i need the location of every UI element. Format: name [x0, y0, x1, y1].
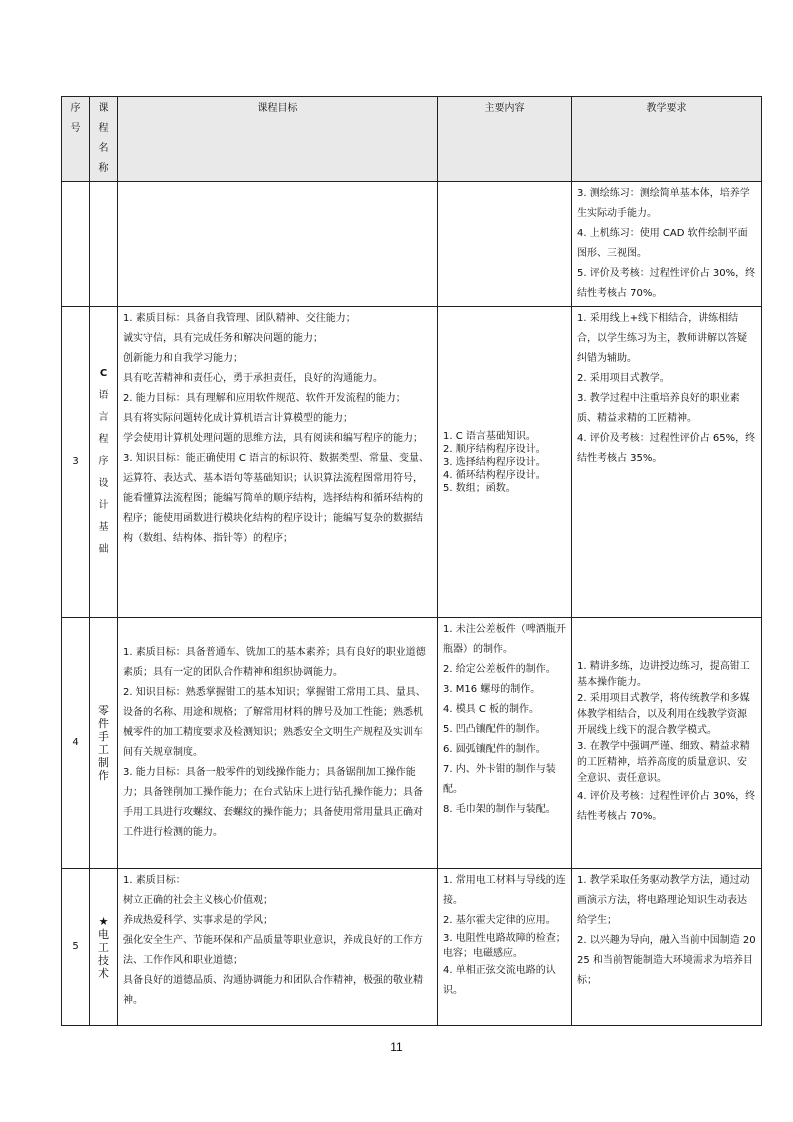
content-item: 5. 凹凸镶配件的制作。 [443, 724, 546, 735]
objective-item: 1. 素质目标：具备普通车、铣加工的基本素养；具有良好的职业道德素质；具有一定的团队合作精神和组织协调能力。 [123, 647, 426, 678]
cell-requirements [572, 307, 762, 618]
header-requirements: 教学要求 [572, 97, 762, 182]
content-item: 3. 电阻性电路故障的检查；电容；电磁感应。 [443, 933, 566, 959]
course-name-char: 计 [98, 500, 109, 511]
course-name-char: 件 [98, 717, 109, 730]
course-name-char: 技 [98, 953, 109, 967]
cell-content [438, 869, 572, 1026]
header-char: 号 [70, 123, 81, 134]
cell-no [62, 182, 90, 307]
requirement-item: 1. 采用线上+线下相结合，讲练相结合，以学生练习为主，教师讲解以答疑纠错为辅助。 [577, 313, 747, 364]
header-char: 课 [98, 103, 109, 114]
course-name-char: 言 [98, 412, 109, 423]
header-char: 名 [98, 143, 109, 154]
cell-course-name [90, 618, 118, 869]
content-item: 4. 循环结构程序设计。 [443, 469, 546, 481]
content-item: 1. 常用电工材料与导线的连接。 [443, 875, 566, 906]
cell-objectives [118, 182, 438, 307]
content-item: 6. 圆弧镶配件的制作。 [443, 744, 546, 755]
requirement-item: 2. 以兴趣为导向，融入当前中国制造 2025 和当前智能制造大环境需求为培养目标； [577, 935, 756, 986]
objective-item: 诚实守信，具有完成任务和解决问题的能力； [123, 333, 323, 344]
course-name-char: 序 [98, 456, 109, 467]
objective-item: 养成热爱科学、实事求是的学风； [123, 915, 273, 926]
cell-objectives [118, 307, 438, 618]
course-name-char: 术 [98, 966, 109, 980]
content-item: 5. 数组；函数。 [443, 482, 516, 494]
header-char: 称 [98, 163, 109, 174]
content-item: 1. C 语言基础知识。 [443, 430, 536, 442]
objective-item: 树立正确的社会主义核心价值观； [123, 895, 273, 906]
requirement-item: 3. 在教学中强调严谨、细致、精益求精的工匠精神，培养高度的质量意识、安全意识、责任意识。 [577, 741, 750, 784]
requirement-item: 3. 教学过程中注重培养良好的职业素质、精益求精的工匠精神。 [577, 393, 740, 424]
table-header-row [62, 97, 762, 182]
objective-item: 创新能力和自我学习能力； [123, 353, 243, 364]
objective-item: 2. 知识目标：熟悉掌握钳工的基本知识；掌握钳工常用工具、量具、设备的名称、用途和规格；了解常用材料的牌号及加工性能；熟悉机械零件的加工精度要求及检测知识；熟悉安全文明生产规程及实训车间有关规章制度。 [123, 687, 426, 758]
header-char: 序 [70, 103, 81, 114]
course-name-char: 工 [98, 743, 109, 756]
cell-course-name [90, 307, 118, 618]
content-item: 1. 未注公差板件（啤酒瓶开瓶器）的制作。 [443, 624, 566, 655]
content-item: 3. M16 螺母的制作。 [443, 684, 541, 695]
objective-item: 3. 能力目标：具备一般零件的划线操作能力；具备锯削加工操作能力；具备锉削加工操作能力；在台式钻床上进行钻孔操作能力；具备手用工具进行攻螺纹、套螺纹的操作能力；具备使用常用量具正确对工件进行检测的能力。 [123, 767, 423, 838]
cell-content [438, 307, 572, 618]
course-name-char: 手 [98, 730, 109, 743]
header-course-name [90, 97, 118, 182]
objective-item: 具有将实际问题转化成计算机语言计算模型的能力； [123, 413, 353, 424]
requirement-item: 4. 上机练习：使用 CAD 软件绘制平面图形、三视图。 [577, 228, 748, 259]
course-name-char: 制 [98, 756, 109, 769]
objective-item: 1. 素质目标： [123, 875, 186, 886]
content-item: 7. 内、外卡钳的制作与装配。 [443, 764, 556, 795]
course-name-char: 础 [98, 544, 109, 555]
requirement-item: 4. 评价及考核：过程性评价占 65%，终结性考核占 35%。 [577, 433, 756, 464]
objective-item: 具备良好的道德品质、沟通协调能力和团队合作精神，极强的敬业精神。 [123, 975, 423, 1006]
cell-requirements [572, 869, 762, 1026]
header-objectives: 课程目标 [118, 97, 438, 182]
course-name-char: 电 [98, 927, 109, 941]
course-name-char: 基 [98, 522, 109, 533]
table-row [62, 182, 762, 307]
objective-item: 1. 素质目标：具备自我管理、团队精神、交往能力； [123, 313, 356, 324]
content-item: 3. 选择结构程序设计。 [443, 456, 546, 468]
content-item: 8. 毛巾架的制作与装配。 [443, 804, 556, 815]
course-name-char: 语 [98, 390, 109, 401]
requirement-item: 2. 采用项目式教学，将传统教学和多媒体教学相结合，以及利用在线教学资源开展线上线下的混合教学模式。 [577, 693, 750, 736]
cell-course-name [90, 869, 118, 1026]
objective-item: 学会使用计算机处理问题的思维方法，具有阅读和编写程序的能力； [123, 433, 423, 444]
cell-no: 4 [62, 618, 90, 869]
star-icon: ★ [98, 914, 109, 928]
course-name-char: 程 [98, 434, 109, 445]
page-number: 11 [390, 1040, 403, 1054]
cell-no: 5 [62, 869, 90, 1026]
requirement-item: 5. 评价及考核：过程性评价占 30%，终结性考核占 70%。 [577, 268, 756, 299]
cell-no: 3 [62, 307, 90, 618]
course-name-char: C [99, 368, 108, 379]
content-item: 2. 给定公差板件的制作。 [443, 664, 556, 675]
cell-objectives [118, 869, 438, 1026]
content-item: 4. 模具 C 板的制作。 [443, 704, 540, 715]
content-item: 2. 顺序结构程序设计。 [443, 443, 546, 455]
course-name-char: 工 [98, 940, 109, 954]
objective-item: 强化安全生产、节能环保和产品质量等职业意识，养成良好的工作方法、工作作风和职业道德； [123, 935, 423, 966]
course-table [61, 96, 762, 1026]
requirement-item: 1. 精讲多练，边讲授边练习，提高钳工基本操作能力。 [577, 661, 750, 688]
objective-item: 3. 知识目标：能正确使用 C 语言的标识符、数据类型、常量、变量、运算符、表达式、基本语句等基础知识；认识算法流程图常用符号，能看懂算法流程图；能编写简单的顺序结构，选择结构和循环结构的程序；能使用函数进行模块化结构的程序设计；能编写复杂的数据结构（数组、结构体、指针等）的程序； [123, 453, 430, 544]
course-name-char: 零 [98, 704, 109, 717]
cell-course-name [90, 182, 118, 307]
cell-content [438, 182, 572, 307]
cell-requirements [572, 182, 762, 307]
cell-content [438, 618, 572, 869]
course-name-char: 作 [98, 769, 109, 782]
requirement-item: 1. 教学采取任务驱动教学方法，通过动画演示方法，将电路理论知识生动表达给学生； [577, 875, 750, 926]
requirement-item: 3. 测绘练习：测绘简单基本体，培养学生实际动手能力。 [577, 188, 750, 219]
table-row [62, 618, 762, 869]
objective-item: 2. 能力目标：具有理解和应用软件规范、软件开发流程的能力； [123, 393, 406, 404]
table-row [62, 869, 762, 1026]
table-row [62, 307, 762, 618]
cell-requirements [572, 618, 762, 869]
requirement-item: 4. 评价及考核：过程性评价占 30%，终结性考核占 70%。 [577, 791, 756, 822]
course-name-char: 设 [98, 478, 109, 489]
requirement-item: 2. 采用项目式教学。 [577, 373, 670, 384]
header-char: 程 [98, 123, 109, 134]
content-item: 2. 基尔霍夫定律的应用。 [443, 915, 556, 926]
header-content: 主要内容 [438, 97, 572, 182]
header-no [62, 97, 90, 182]
content-item: 4. 单相正弦交流电路的认识。 [443, 965, 556, 996]
objective-item: 具有吃苦精神和责任心，勇于承担责任，良好的沟通能力。 [123, 373, 383, 384]
cell-objectives [118, 618, 438, 869]
